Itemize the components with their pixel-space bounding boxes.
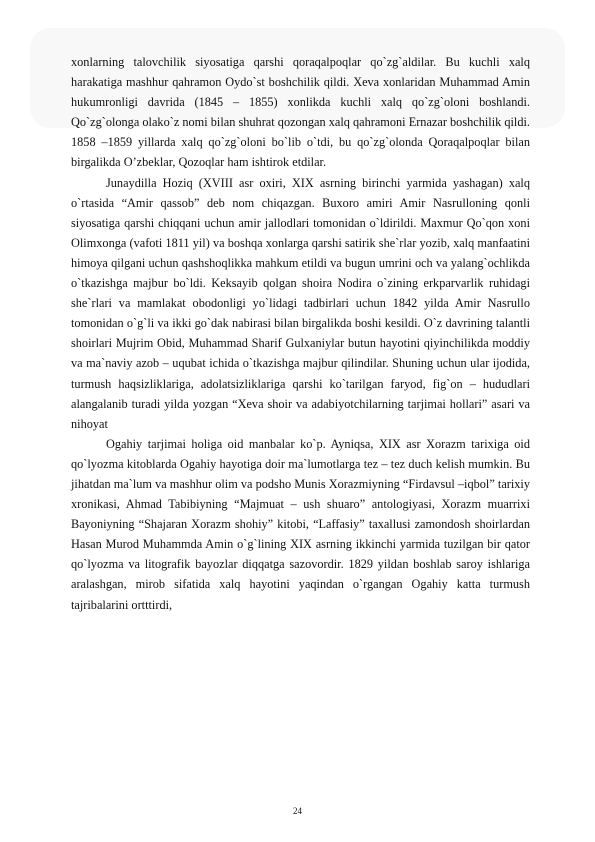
paragraph-1: xonlarning talovchilik siyosatiga qarshi qoraqalpoqlar qo`zg`aldilar. Bu kuchli xalq harakatiga mashhur qahramon Oydo`st boshchilik qildi. Xeva xonlaridan Muhammad Amin hukumronligi davrida (1845 – 1855) xonlikda kuchli xalq qo`zg`oloni boshlandi. Qo`zg`olonga olako`z nomi bilan shuhrat qozongan xalq qahramoni Ernazar boshchilik qildi. 1858 –1859 yillarda xalq qo`zg`oloni bo`lib o`tdi, bu qo`zg`olonda Qoraqalpoqlar bilan birgalikda O’zbeklar, Qozoqlar ham ishtirok etdilar.	[71, 55, 530, 170]
document-body	[71, 52, 530, 615]
page-number: 24	[293, 806, 302, 816]
paragraph-2: Junaydilla Hoziq (XVIII asr oxiri, XIX asrning birinchi yarmida yashagan) xalq o`rtasida “Amir qassob” deb nom chiqazgan. Buxoro amiri Amir Nasrulloning qonli siyosatiga qarshi chiqqani uchun amir jallodlari tomonidan o`ldirildi. Maxmur Qo`qon xoni Olimxonga (vafoti 1811 yil) va boshqa xonlarga qarshi satirik she`rlar yozib, xalq manfaatini himoya qilgani uchun qashshoqlikka mahkum etildi va bugun umrini och va yalang`ochlikda o`tkazishga majbur bo`ldi. Keksayib qolgan shoira Nodira o`zining erkparvarlik ruhidagi she`rlari va mamlakat obodonligi yo`lidagi tadbirlari uchun 1842 yilda Amir Nasrullo tomonidan o`g`li va ikki go`dak nabirasi bilan birgalikda boshi kesildi. O`z davrining talantli shoirlari Mujrim Obid, Muhammad Sharif Gulxaniylar butun hayotini qiyinchilikda moddiy va ma`naviy azob – uqubat ichida o`tkazishga majbur qilindilar. Shuning uchun ular ijodida, turmush haqsizliklariga, adolatsizliklariga qarshi ko`tarilgan faryod, fig`on – hududlari alangalanib turadi yilda yozgan “Xeva shoir va adabiyotchilarning tarjimai hollari” asari va nihoyat	[71, 175, 530, 431]
paragraph-3: Ogahiy tarjimai holiga oid manbalar ko`p. Ayniqsa, XIX asr Xorazm tarixiga oid qo`lyozma kitoblarda Ogahiy hayotiga doir ma`lumotlarga tez – tez duch kelish mumkin. Bu jihatdan ma`lum va mashhur olim va podsho Munis Xorazmiyning “Firdavsul –iqbol” tarixiy xronikasi, Ahmad Tabibiyning “Majmuat – ush shuaro” antologiyasi, Xorazm muarrixi Bayoniyning “Shajaran Xorazm shohiy” kitobi, “Laffasiy” taxallusi zamondosh shoirlardan Hasan Murod Muhammda Amin o`g`lining XIX asrning ikkinchi yarmida tuzilgan bir qator qo`lyozma va litografik bayozlar diqqatga sazovordir. 1829 yildan boshlab saroy ishlariga aralashgan, mirob sifatida xalq hayotini yaqindan o`rgangan Ogahiy katta turmush tajribalarini ortttirdi,	[71, 436, 530, 612]
